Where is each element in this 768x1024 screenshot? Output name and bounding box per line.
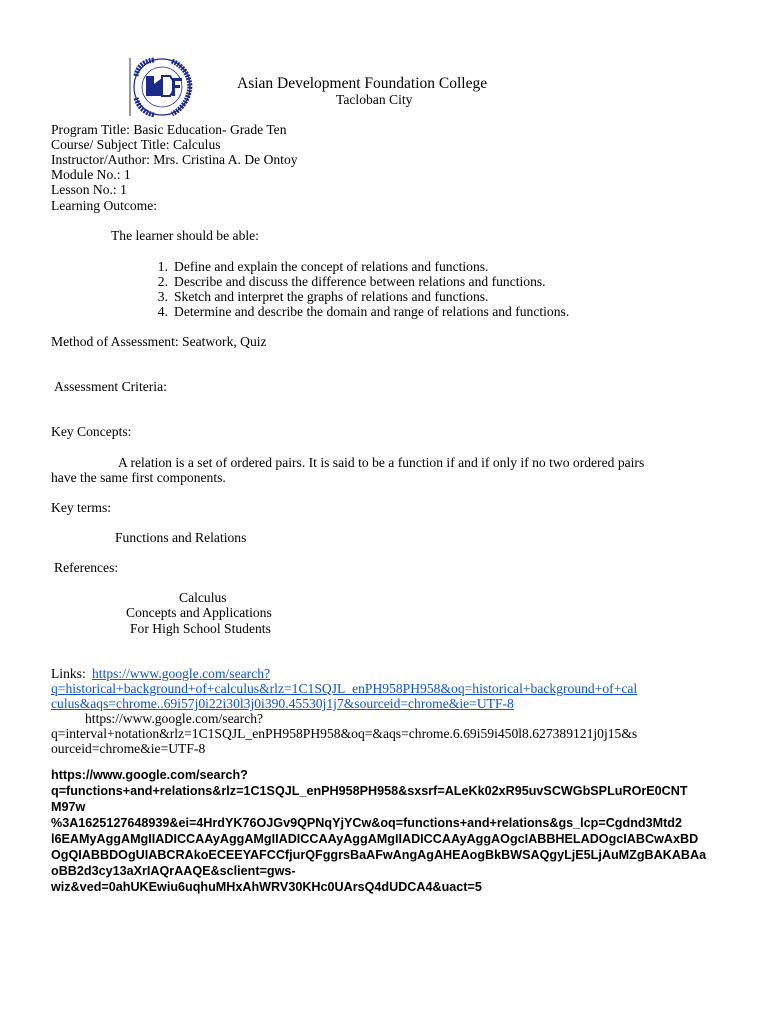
outcome-intro: The learner should be able: bbox=[111, 228, 259, 243]
learning-outcome-label: Learning Outcome: bbox=[51, 198, 158, 213]
link-functions-relations-cont: %3A1625127648939&ei=4HrdYK76OJGv9QPNqYjYCw&oq=functions+and+relations&gs_lcp=Cgdnd3Mtd2 bbox=[51, 816, 682, 830]
links-label: Links: bbox=[51, 666, 86, 681]
link-functions-relations-cont: OgQIABBDOgUIABCRAkoECEEYAFCCfjurQFggrsBaAFwAngAgAHEAogBkBWSAQgyLjE5LjAuMZgBAKABAa bbox=[51, 848, 707, 862]
college-name: Asian Development Foundation College bbox=[237, 75, 488, 92]
college-logo bbox=[128, 56, 196, 118]
instructor: Instructor/Author: Mrs. Cristina A. De Ontoy bbox=[51, 152, 298, 167]
outcome-item: 4. Determine and describe the domain and range of relations and functions. bbox=[157, 304, 570, 319]
link-functions-relations: https://www.google.com/search? bbox=[51, 768, 248, 782]
link-interval-notation: https://www.google.com/search? bbox=[85, 711, 264, 726]
key-concepts-label: Key Concepts: bbox=[51, 424, 132, 439]
lesson-number: Lesson No.: 1 bbox=[51, 182, 127, 197]
reference-line: For High School Students bbox=[130, 621, 271, 636]
reference-line: Calculus bbox=[179, 590, 227, 605]
link-interval-notation-cont: ourceid=chrome&ie=UTF-8 bbox=[51, 741, 206, 756]
link-functions-relations-cont: M97w bbox=[51, 800, 86, 814]
assessment-criteria: Assessment Criteria: bbox=[54, 379, 167, 394]
link-functions-relations-cont: oBB2d3cy13aXrIAQrAAQE&sclient=gws- bbox=[51, 864, 296, 878]
link-calculus-history-cont[interactable]: culus&aqs=chrome..69i57j0i22i30l3j0i390.45530j1j7&sourceid=chrome&ie=UTF-8 bbox=[51, 696, 514, 711]
link-calculus-history[interactable]: https://www.google.com/search? bbox=[92, 666, 271, 681]
key-concepts-text-cont: have the same first components. bbox=[51, 470, 226, 485]
key-terms-label: Key terms: bbox=[51, 500, 112, 515]
assessment-method: Method of Assessment: Seatwork, Quiz bbox=[51, 334, 267, 349]
course-title: Course/ Subject Title: Calculus bbox=[51, 137, 221, 152]
outcome-item: 2. Describe and discuss the difference between relations and functions. bbox=[157, 274, 546, 289]
key-concepts-text: A relation is a set of ordered pairs. It is said to be a function if and if only if no two ordered pairs bbox=[118, 455, 645, 470]
program-title: Program Title: Basic Education- Grade Ten bbox=[51, 122, 287, 137]
link-functions-relations-cont: l6EAMyAggAMgIIADICCAAyAggAMgIIADICCAAyAggAMgIIADICCAAyAggAOgcIABBHELADOgcIABCwAxBD bbox=[51, 832, 699, 846]
link-calculus-history-cont[interactable]: q=historical+background+of+calculus&rlz=1C1SQJL_enPH958PH958&oq=historical+background+of+cal bbox=[51, 681, 638, 696]
link-functions-relations-cont: q=functions+and+relations&rlz=1C1SQJL_enPH958PH958&sxsrf=ALeKk02xR95uvSCWGbSPLuROrE0CNT bbox=[51, 784, 688, 798]
outcome-item: 1. Define and explain the concept of relations and functions. bbox=[157, 259, 489, 274]
reference-line: Concepts and Applications bbox=[126, 605, 272, 620]
outcome-list bbox=[146, 259, 569, 319]
module-number: Module No.: 1 bbox=[51, 167, 131, 182]
college-city: Tacloban City bbox=[336, 92, 413, 107]
key-terms-value: Functions and Relations bbox=[115, 530, 247, 545]
outcome-item: 3. Sketch and interpret the graphs of relations and functions. bbox=[157, 289, 489, 304]
link-interval-notation-cont: q=interval+notation&rlz=1C1SQJL_enPH958PH958&oq=&aqs=chrome.6.69i59i450l8.627389121j0j15&s bbox=[51, 726, 638, 741]
references-label: References: bbox=[54, 560, 119, 575]
link-functions-relations-cont: wiz&ved=0ahUKEwiu6uqhuMHxAhWRV30KHc0UArsQ4dUDCA4&uact=5 bbox=[51, 880, 482, 894]
